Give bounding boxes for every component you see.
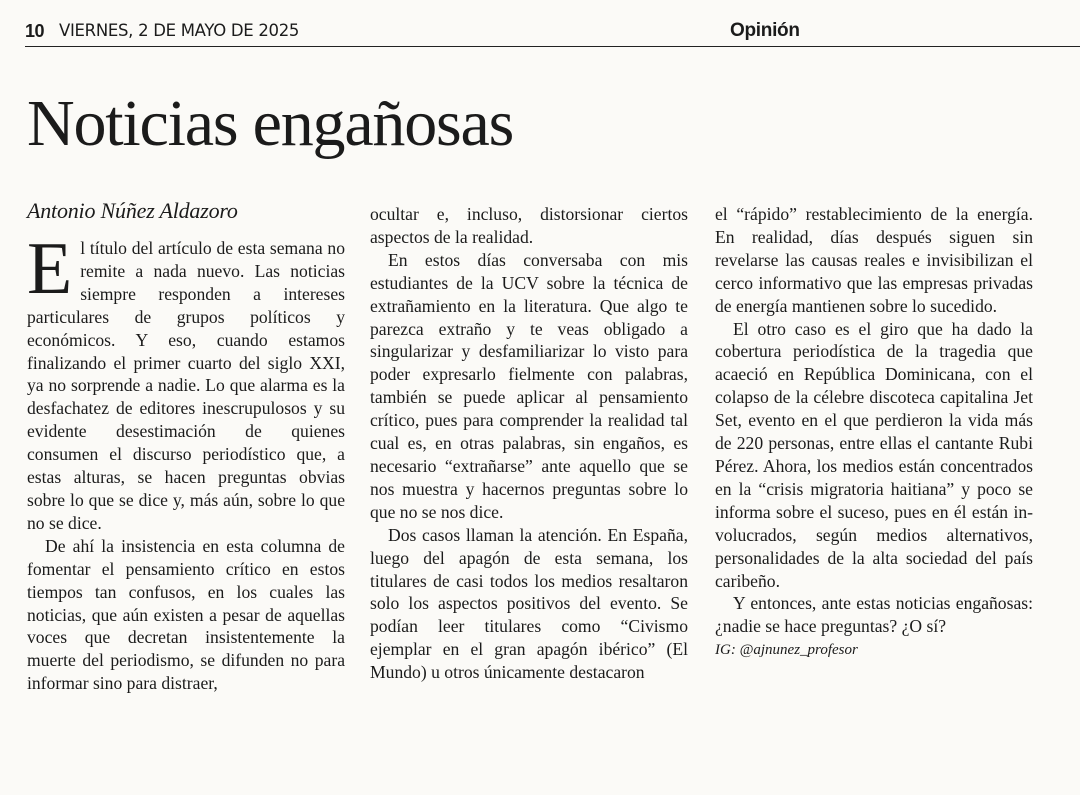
page-number: 10 — [25, 21, 45, 41]
paragraph-1-text: l título del artículo de esta semana no remite a nada nuevo. Las noticias siempre responden a intereses particulares de grupos políticos y económicos. Y eso, cuando estamos finalizando el primer cuarto del siglo XXI, ya no sorprende a nadie. Lo que alarma es la desfachatez de editores inescrupulosos y su evidente desestimación de quienes consumen el discurso periodístico que, a estas alturas, se hacen preguntas obvias sobre lo que se dice y, más aún, sobre lo que no se dice. — [27, 238, 345, 533]
article-column-3 — [715, 203, 1033, 660]
issue-date: VIERNES, 2 DE MAYO DE 2025 — [59, 21, 300, 40]
article-column-1 — [27, 197, 345, 695]
article-column-2 — [370, 203, 688, 684]
article-headline: Noticias engañosas — [27, 87, 514, 160]
column-3-flow — [715, 203, 1033, 638]
paragraph-5: El otro caso es el giro que ha dado la cobertura periodística de la tragedia que acaeció en República Dominicana, con el colapso de la célebre discoteca capitalina Jet Set, evento en el que perdieron la vida más de 220 personas, entre ellas el cantante Rubi Pérez. Ahora, los medios están concentrados en la “crisis migratoria haitiana” y poco se informa sobre el suceso, pues en él están involucrados, según medios alternativos, personalidades de la alta sociedad del país caribeño. — [715, 318, 1033, 591]
paragraph-4-continued: el “rápido” restablecimiento de la energía. En realidad, días después siguen sin revelarse las causas reales e invisibilizan el cerco informativo que las empresas privadas de energía mantienen sobre lo sucedido. — [715, 204, 1033, 316]
drop-cap: E — [27, 228, 73, 310]
paragraph-3: En estos días conversaba con mis estudiantes de la UCV sobre la técnica de extrañamiento en la literatura. Que algo te parezca extraño y te veas obligado a singularizar y desfamiliarizar lo visto para poder expresarlo fielmente con palabras, también se puede aplicar al pensamiento crítico, pues para comprender la realidad tal cual es, en otras palabras, sin engaños, es necesario “extrañarse” ante aquello que se nos muestra y hacernos preguntas sobre lo que no se nos dice. — [370, 249, 688, 522]
paragraph-2: De ahí la insistencia en esta columna de fomentar el pensamiento crítico en estos tiempos tan confusos, en los cuales las noticias, que aún existen a pesar de aquellas voces que decretan insistentemente la muerte del periodismo, se difunden no para informar sino para distraer, — [27, 535, 345, 694]
paragraph-4: Dos casos llaman la atención. En España, luego del apagón de esta semana, los titulares de casi todos los medios resaltaron solo los aspectos positivos del evento. Se podían leer titulares como “Civismo ejemplar en el gran apagón ibérico” (El Mundo) u otros únicamente destacaron — [370, 524, 688, 683]
column-2-flow — [370, 203, 688, 684]
paragraph-6: Y entonces, ante estas noticias engañosas: ¿nadie se hace preguntas? ¿O sí? — [715, 593, 1033, 637]
page-header — [25, 20, 1080, 47]
author-instagram: IG: @ajnunez_profesor — [715, 642, 858, 659]
author-byline: Antonio Núñez Aldazoro — [27, 198, 238, 223]
section-title: Opinión — [730, 20, 800, 41]
paragraph-2-continued: ocultar e, incluso, distorsionar ciertos aspectos de la realidad. — [370, 204, 688, 247]
paragraph-1 — [27, 228, 345, 535]
